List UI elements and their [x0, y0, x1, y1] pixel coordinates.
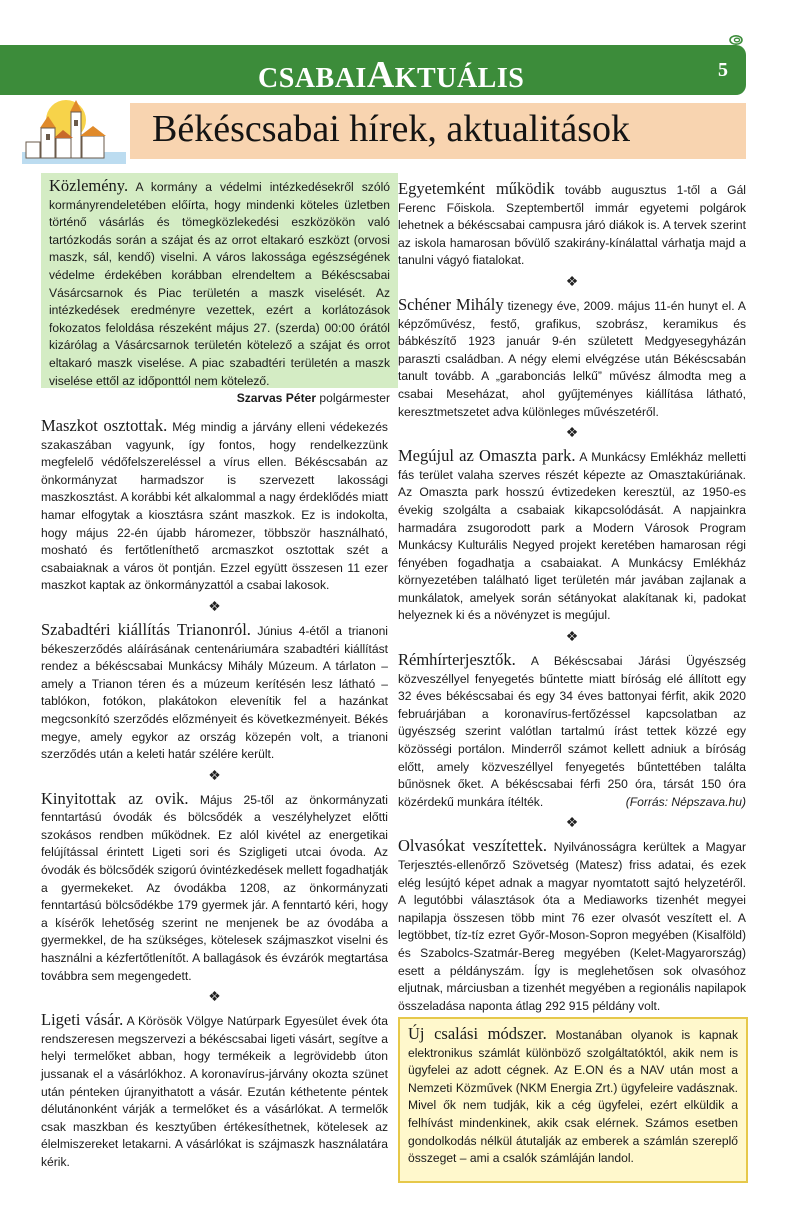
page-number: 5: [718, 59, 728, 81]
separator-ornament: ❖: [208, 988, 221, 1005]
left-column: [41, 417, 388, 1180]
masthead-bar: [0, 45, 746, 95]
article-heading: Rémhírterjesztők.: [398, 650, 516, 670]
article-body: tovább augusztus 1-től a Gál Ferenc Főiskola. Szeptembertől immár egyetemi polgárok lehetnek a békéscsabai campusra járó diákok is. A tervek szerint az iskola hamarosan bővülő szakirány-kínálattal várhatja majd a tanulni vágyó fiatalokat.: [398, 183, 746, 268]
notice-author-role: polgármester: [319, 391, 390, 406]
article-body: Június 4-étől a trianoni békeszerződés aláírásának centenáriumára szabadtéri kiállítást rendez a békéscsabai Munkácsy Mihály Múzeum. A tárlaton – amely a Trianon téren és a múzeum kerítésén lesz látható – tablókon, fotókon, plakátokon elevenítik fel a hazánkat megcsonkító szerződés előzményeit és következményeit. Békés megye, amely egykor az ország közepén volt, a trianoni szerződés után a keleti határ szélére került.: [41, 623, 388, 762]
section-title: Békéscsabai hírek, aktualitások: [152, 108, 631, 150]
notice-heading: Közlemény.: [49, 176, 129, 195]
article-maszk: [41, 417, 388, 595]
article-ligeti-vasar: [41, 1011, 388, 1171]
article-heading: Megújul az Omaszta park.: [398, 446, 576, 466]
article-heading: Ligeti vásár.: [41, 1010, 124, 1030]
article-heading: Schéner Mihály: [398, 294, 504, 314]
article-heading: Egyetemként működik: [398, 179, 555, 198]
separator-ornament: ❖: [208, 597, 221, 614]
article-heading: Maszkot osztottak.: [41, 416, 168, 435]
article-body: Még mindig a járvány elleni védekezés szakaszában vagyunk, így fontos, hogy rendelkezzünk megfelelő védőfelszereléssel a vírus ellen. Békéscsabán az önkormányzat harmadszor is szervezett lakossági maszkosztást. A korábbi két alkalommal a nagy érdeklődés miatt hamar elfogytak a kiosztásra szánt maszkok. Ez is indokolta, hogy május 22-én újabb háromezer, többször használható, mosható és fertőtleníthető arcmaszkot osztottak szét a csabaiaknak a város öt pontján. Ezzel együtt összesen 11 ezer maszkot kaptak az önkormányzattól a csabai lakosok.: [41, 420, 388, 593]
article-body: A Körösök Völgye Natúrpark Egyesület évek óta rendszeresen megszervezi a békéscsabai ligeti vásárt, segítve a helyi termelőket abban, hogy termékeik a legrövidebb úton jussanak el a vásárlókhoz. A koronavírus-járvány okozta szünet után pénteken újranyithatott a vásár. Ezután kéthetente péntek délutánonként várják a termelőket és a vásárlókat. A termelők csak maszkban és kesztyűben értékesíthetnek, kötelesek az élelmiszereket letakarni. A vásárlókat is szájmaszk használatára kérik.: [41, 1014, 388, 1169]
title-part-aktualis: KTUÁLIS: [394, 63, 525, 94]
scam-warning-box: [398, 1017, 748, 1183]
article-heading: Szabadtéri kiállítás Trianonról.: [41, 619, 251, 639]
right-column: [398, 180, 746, 1041]
notice-box: [41, 173, 398, 406]
article-schener: [398, 296, 746, 421]
article-source: (Forrás: Népszava.hu): [625, 794, 746, 809]
article-remhir: [398, 651, 746, 811]
article-egyetem: [398, 180, 746, 270]
article-body: A Békéscsabai Járási Ügyészség közveszéllyel fenyegetés bűntette miatt bíróság elé állított egy 32 éves békéscsabai és egy 34 éves battonyai férfit, akik 2020 februárjában a koronavírus-fertőzéssel kapcsolatban az ügyészség szerint valótlan tartalmú írást tettek közzé egy közösségi portálon. Minderről számot kellett adniuk a bíróság előtt, amely közveszéllyel fenyegetés bűntettében találta bűnösnek őket. A békéscsabai férfi 250 óra, társát 150 óra közérdekű munkára ítélték.: [398, 654, 746, 809]
article-body: Nyilvánosságra kerültek a Magyar Terjesztés-ellenőrző Szövetség (Matesz) friss adatai, és ezek elég lesújtó képet adnak a magyar nyomtatott sajtó helyzetéről. A legutóbbi választások óta a Mediaworks tizenhét megyei napilapja összesen több mint 76 ezer olvasót veszített el. A legtöbbet, tíz-tíz ezret Győr-Moson-Sopron megyében (Kisalföld) és Szabolcs-Szatmár-Bereg megyében (Kelet-Magyarország) esett a példányszám. Így is meglehetősen sok olvasóhoz eljutnak, márciusban a tizenhét megyében a regionális napilapok összeladása naponta átlag 292 915 példány volt.: [398, 840, 746, 1013]
article-body: Május 25-től az önkormányzati fenntartású óvodák és bölcsődék a veszélyhelyzet előtti szokásos rendben működnek. Ez alól kivétel az energetikai felújítással érintett Ligeti sori és Szigligeti utcai óvoda. Az óvodák és bölcsődék szigorú óvintézkedések mellett fogadhatják a gyermekeket. Az óvodákba 1208, az önkormányzati fenntartású bölcsődékbe 179 gyermek jár. A fenntartó kéri, hogy a kísérők lehetőség szerint ne menjenek be az óvodába a gyermekkel, de ha szükséges, kötelesek szájmaszkot viselni és használni a kézfertőtlenítőt. A ballagások és évzárók megtartása továbbra sem megengedett.: [41, 792, 388, 983]
separator-ornament: ❖: [565, 272, 579, 289]
title-part-csabai: CSABAI: [258, 63, 367, 94]
article-ovik: [41, 790, 388, 986]
title-initial: A: [366, 54, 395, 96]
tip-heading: Új csalási módszer.: [408, 1024, 547, 1043]
article-olvasok: [398, 837, 746, 1033]
article-heading: Olvasókat veszítettek.: [398, 836, 548, 856]
tip-body: Mostanában olyanok is kapnak elektronikus számlát különböző szolgáltatóktól, akik nem is ügyfelei az adott cégnek. Az E.ON és a NAV után most a Nemzeti Közművek (NKM Energia Zrt.) ügyfeleire vadásznak. Mivel ők nem tudják, kik a cég ügyfelei, ezért elküldik a felhívást mindenkinek, akik csak elérnek. Számos esetben gondolkodás nélkül átutalják az emberek a számlán szereplő összeget – ami a csalók számláján landol.: [408, 1028, 738, 1166]
publication-title: [258, 53, 524, 97]
separator-ornament: ❖: [208, 766, 221, 783]
notice-body: A kormány a védelmi intézkedésekről szóló kormányrendeletében előírta, hogy mindenki köteles üzletben történő vásárlás és tömegközlekedési eszközökön való tartózkodás során a szájat és az orrot eltakaró eszközt (orvosi maszk, sál, kendő) viselni. A város lakossága egészségének védelme érdekében korábban elrendeltem a Békéscsabai Vásárcsarnok és Piac területén a maszk viselését. Az intézkedések eredményre vezettek, ezért a korlátozások fokozatos feloldása részeként május 27. (szerda) 00:00 órától kizárólag a Vásárcsarnok területén kötelező a szájat és orrot eltakaró maszk viselése. A piac szabadtéri területén a maszk viselése ettől az időponttól nem kötelező.: [49, 180, 390, 388]
separator-ornament: ❖: [565, 814, 579, 831]
article-trianon: [41, 621, 388, 764]
church-town-illustration: [18, 98, 128, 166]
article-body: tizenegy éve, 2009. május 11-én hunyt el. A képzőművész, festő, grafikus, szobrász, keramikus és bábkészítő 1923 január 9-én született Medgyesegyházán paraszti családban. A négy elemi elvégzése után Békéscsabán tanult tovább. A „garabonciás lelkű” művész álmodta meg a csabai Meseházat, ahol gyűjteményes kiállítása látható, keresztmetszetet adva különleges művészetéről.: [398, 298, 746, 419]
article-heading: Kinyitottak az ovik.: [41, 788, 189, 808]
section-banner: [130, 103, 746, 159]
article-omaszta: [398, 447, 746, 625]
notice-author: Szarvas Péter: [236, 391, 317, 406]
separator-ornament: ❖: [565, 628, 579, 645]
separator-ornament: ❖: [565, 424, 579, 441]
article-body: A Munkácsy Emlékház melletti fás terület valaha szerves részét képezte az Omasztakúriának. Az Omaszta park hosszú évtizedeken keresztül, az 1950-es évekig szolgálta a csabaiak kikapcsolódását. A napjainkra harmadára zsugorodott park a Modern Városok Program Munkácsy Kulturális Negyed projekt keretében hamarosan régi fényében fogadhatja a csabaiakat. A Munkácsy Emlékház környezetében található liget területén már javában zajlanak a munkálatok, amelyek során sétányokat alakítanak ki, padokat helyeznek ki és a növényzet is megújul.: [398, 450, 747, 623]
